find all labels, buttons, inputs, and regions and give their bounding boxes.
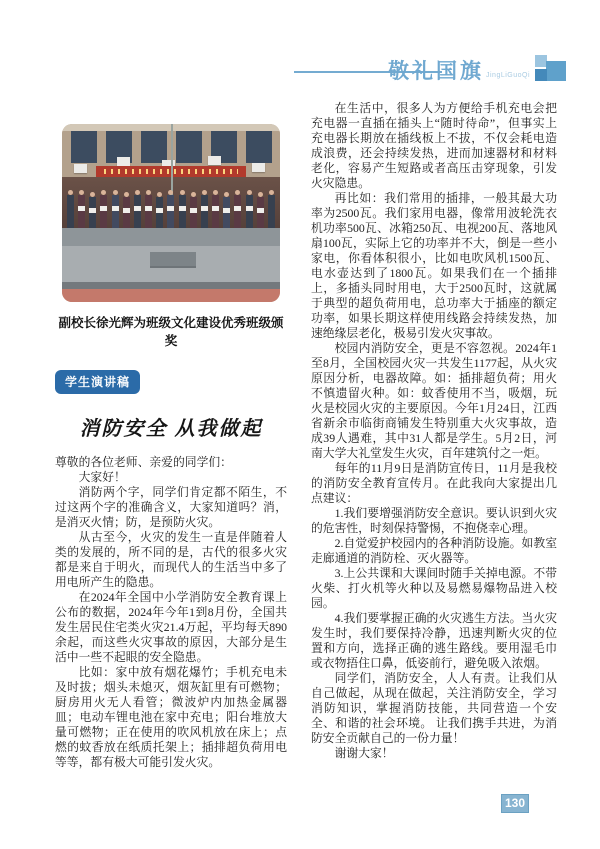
- person-figure: [190, 197, 197, 228]
- section-badge: 学生演讲稿: [55, 370, 140, 394]
- ac-unit: [208, 156, 221, 165]
- person-figure: [234, 195, 241, 228]
- person-figure: [246, 195, 253, 228]
- person-figure: [223, 197, 230, 228]
- paragraph: 大家好！: [78, 470, 126, 484]
- award-ceremony-photo: [62, 124, 280, 302]
- ac-unit: [74, 164, 87, 173]
- person-figure: [257, 197, 264, 228]
- person-figure: [89, 197, 96, 228]
- page-number-badge: 130: [501, 794, 529, 813]
- paragraph: 每年的11月9日是消防宣传日，11月是我校的消防安全教育宣传月。在此我向大家提出几点建议：: [311, 461, 557, 505]
- step-edge: [62, 282, 280, 289]
- page-header-pinyin: JingLiGuoQi: [486, 72, 531, 79]
- person-figure: [212, 195, 219, 228]
- paragraph: 再比如：我们常用的插排，一般其最大功率为2500瓦。我们家用电器，像常用波轮洗衣机功率500瓦、冰箱250瓦、电视200瓦、落地风扇100瓦，实际上它的功率并不大，倒是一些小家电，你看体积很小，比如电吹风机1500瓦、电水壶达到了1800瓦。如果我们在一个插排上，多插头同时用电，大于2500瓦时，这就属于典型的超负荷用电，总功率大于插座的额定功率，如果长期这样使用线路会持续发热，加速绝缘层老化，极易引发火灾事故。: [311, 191, 557, 340]
- paragraph: 3.上公共课和大课间时随手关掉电源。不带火柴、打火机等火种以及易燃易爆物品进入校园。: [311, 566, 557, 610]
- paragraph: 同学们，消防安全，人人有责。让我们从自己做起，从现在做起，关注消防安全，学习消防知识，掌握消防技能，共同营造一个安全、和谐的社会环境。 让我们携手共进，为消防安全贡献自己的一份力量！: [311, 671, 557, 745]
- ac-unit: [117, 157, 130, 166]
- person-figure: [123, 197, 130, 228]
- paragraph: 4.我们要掌握正确的火灾逃生方法。当火灾发生时，我们要保持冷静，迅速判断火灾的位置和方向，选择正确的逃生路线。要用湿毛巾或衣物捂住口鼻，低姿前行，避免吸入浓烟。: [311, 611, 557, 670]
- speech-right-text: [311, 101, 557, 761]
- header-squares-decoration: [533, 54, 569, 84]
- article-title: 消防安全 从我做起: [79, 418, 263, 440]
- ac-unit: [252, 163, 265, 172]
- paragraph: 在2024年全国中小学消防安全教育课上公布的数据，2024年今年1到8月份，全国共发生居民住宅类火灾21.4万起，平均每天890余起，而这些火灾事故的原因，大部分是生活中一些不起眼的安全隐患。: [55, 590, 287, 664]
- person-figure: [78, 195, 85, 228]
- person-figure: [145, 195, 152, 228]
- person-figure: [167, 195, 174, 228]
- platform: [62, 228, 280, 246]
- person-figure: [134, 195, 141, 228]
- person-figure: [67, 195, 74, 228]
- greeting-line: 尊敬的各位老师、亲爱的同学们：: [55, 455, 232, 469]
- photo-caption: 副校长徐光辉为班级文化建设优秀班级颁奖: [58, 316, 284, 348]
- paragraph: 校园内消防安全，更是不容忽视。2024年1至8月，全国校园火灾一共发生1177起，从火灾原因分析，电器故障。如：插排超负荷；用火不慎遗留火种。如：蚊香使用不当，吸烟，玩火是校园火灾的主要原因。今年1月24日，江西省新余市临街商铺发生特别重大火灾事故，造成39人遇难，其中31人都是学生。5月2日，河南大学大礼堂发生火灾，百年建筑付之一炬。: [311, 341, 557, 460]
- person-figure: [112, 195, 119, 228]
- photo-figure: [55, 124, 287, 349]
- paragraph: 2.自觉爱护校园内的各种消防设施。如教室走廊通道的消防栓、灭火器等。: [311, 536, 557, 565]
- person-figure: [100, 195, 107, 228]
- paragraph: 1.我们要增强消防安全意识。要认识到火灾的危害性，时刻保持警惕，不抱侥幸心理。: [311, 506, 557, 535]
- page-header-title: 敬礼国旗: [388, 60, 484, 83]
- paragraph: 谢谢大家！: [334, 746, 394, 760]
- paragraph: 从古至今，火灾的发生一直是伴随着人类的发展的，所不同的是，古代的很多火灾都是来自于明火，而现代人的生活当中多了用电所产生的隐患。: [55, 530, 287, 589]
- decor-square-large: [546, 61, 566, 81]
- person-figure: [156, 197, 163, 228]
- red-floor: [62, 289, 280, 302]
- person-figure: [268, 195, 275, 228]
- paragraph: 消防两个字，同学们肯定都不陌生，不过这两个字的准确含义，大家知道吗？消，是消灭火情；防，是预防火灾。: [55, 485, 287, 529]
- paragraph: 比如：家中放有烟花爆竹；手机充电未及时拔；烟头未熄灭，烟灰缸里有可燃物；厨房用火无人看管；微波炉内加热金属器皿；电动车锂电池在家中充电；阳台堆放大量可燃物；正在使用的吹风机放在床上；点燃的蚊香放在纸质托架上；插排超负荷用电等等，都有极大可能引发火灾。: [55, 665, 287, 769]
- paragraph: 在生活中，很多人为方便给手机充电会把充电器一直插在插头上“随时待命”，但事实上充电器长期放在插线板上不拔，不仅会耗电造成浪费，还会持续发热，进而加速器材和材料老化，容易产生短路或者高压击穿现象，引发火灾隐患。: [311, 101, 557, 190]
- bench: [150, 252, 196, 266]
- people-row: [67, 188, 275, 228]
- person-figure: [201, 195, 208, 228]
- left-column: [55, 124, 287, 770]
- person-figure: [179, 195, 186, 228]
- speech-left-text: [55, 455, 287, 770]
- decor-square-dark: [535, 69, 547, 81]
